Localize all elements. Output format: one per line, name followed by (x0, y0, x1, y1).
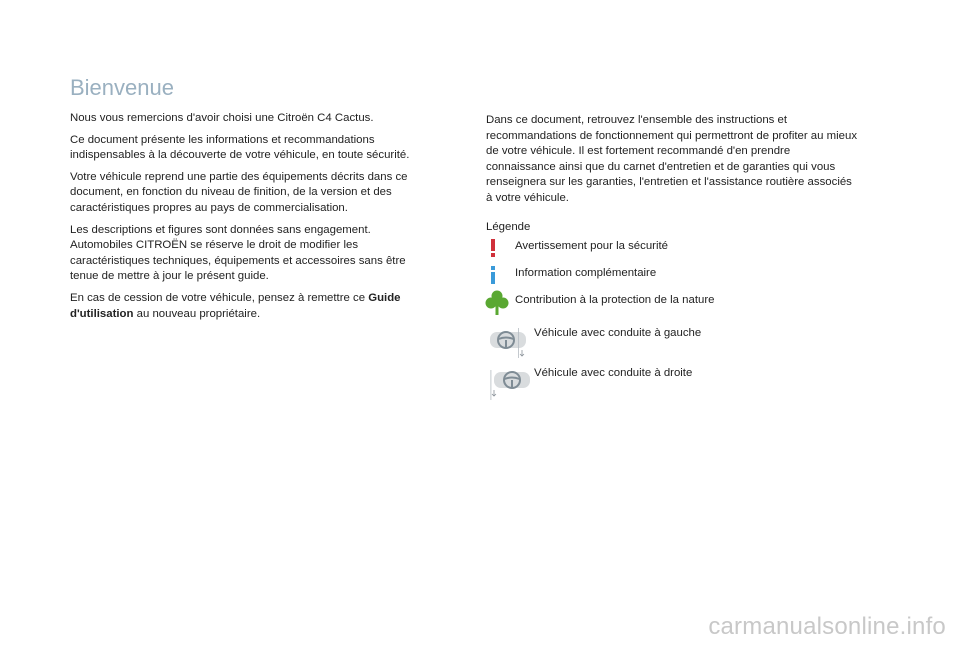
guide-name: Guide d'utilisation (70, 291, 401, 320)
leaf-icon (484, 290, 510, 316)
legend-item-right-hand-drive: Véhicule avec conduite à droite (534, 367, 693, 379)
legend-item-info: Information complémentaire (515, 267, 657, 279)
legend-title: Légende (486, 221, 531, 233)
steering-wheel-right-icon (488, 366, 532, 402)
p5-text-pre: En cas de cession de votre véhicule, pensez à remettre ce (70, 291, 369, 304)
steering-wheel-left-icon (488, 324, 532, 360)
warning-icon (488, 238, 498, 258)
intro-paragraph-4: Les descriptions et figures sont données sans engagement. Automobiles CITROËN se réserve le droit de modifier les caractéristiques techniques, équipements et accessoires sans être tenue de mettre à jour le présent guide. (70, 223, 406, 283)
intro-paragraph-3: Votre véhicule reprend une partie des équipements décrits dans ce document, en fonction du niveau de finition, de la version et des caractéristiques propres au pays de commercialisation. (70, 170, 408, 214)
legend-item-nature: Contribution à la protection de la nature (515, 294, 715, 306)
page-title: Bienvenue (70, 75, 174, 100)
intro-paragraph-2: Ce document présente les informations et recommandations indispensables à la découverte de votre véhicule, en toute sécurité. (70, 133, 410, 162)
right-paragraph: Dans ce document, retrouvez l'ensemble des instructions et recommandations de fonctionnement qui permettront de profiter au mieux de votre véhicule. Il est fortement recommandé d'en prendre connaissance ainsi que du carnet d'entretien et de garanties qui vous renseignera sur les garanties, l'entretien et l'assistance routière associés à votre véhicule. (486, 114, 858, 204)
intro-paragraph-1: Nous vous remercions d'avoir choisi une Citroën C4 Cactus. (70, 112, 374, 124)
legend-item-left-hand-drive: Véhicule avec conduite à gauche (534, 327, 702, 339)
intro-paragraph-5 (70, 291, 435, 322)
p5-text-post: au nouveau propriétaire. (133, 307, 261, 320)
watermark: carmanualsonline.info (708, 613, 946, 640)
info-icon (488, 265, 498, 285)
intro-right-column (486, 113, 861, 207)
intro-left-column (70, 111, 435, 328)
legend-item-warning: Avertissement pour la sécurité (515, 240, 669, 252)
